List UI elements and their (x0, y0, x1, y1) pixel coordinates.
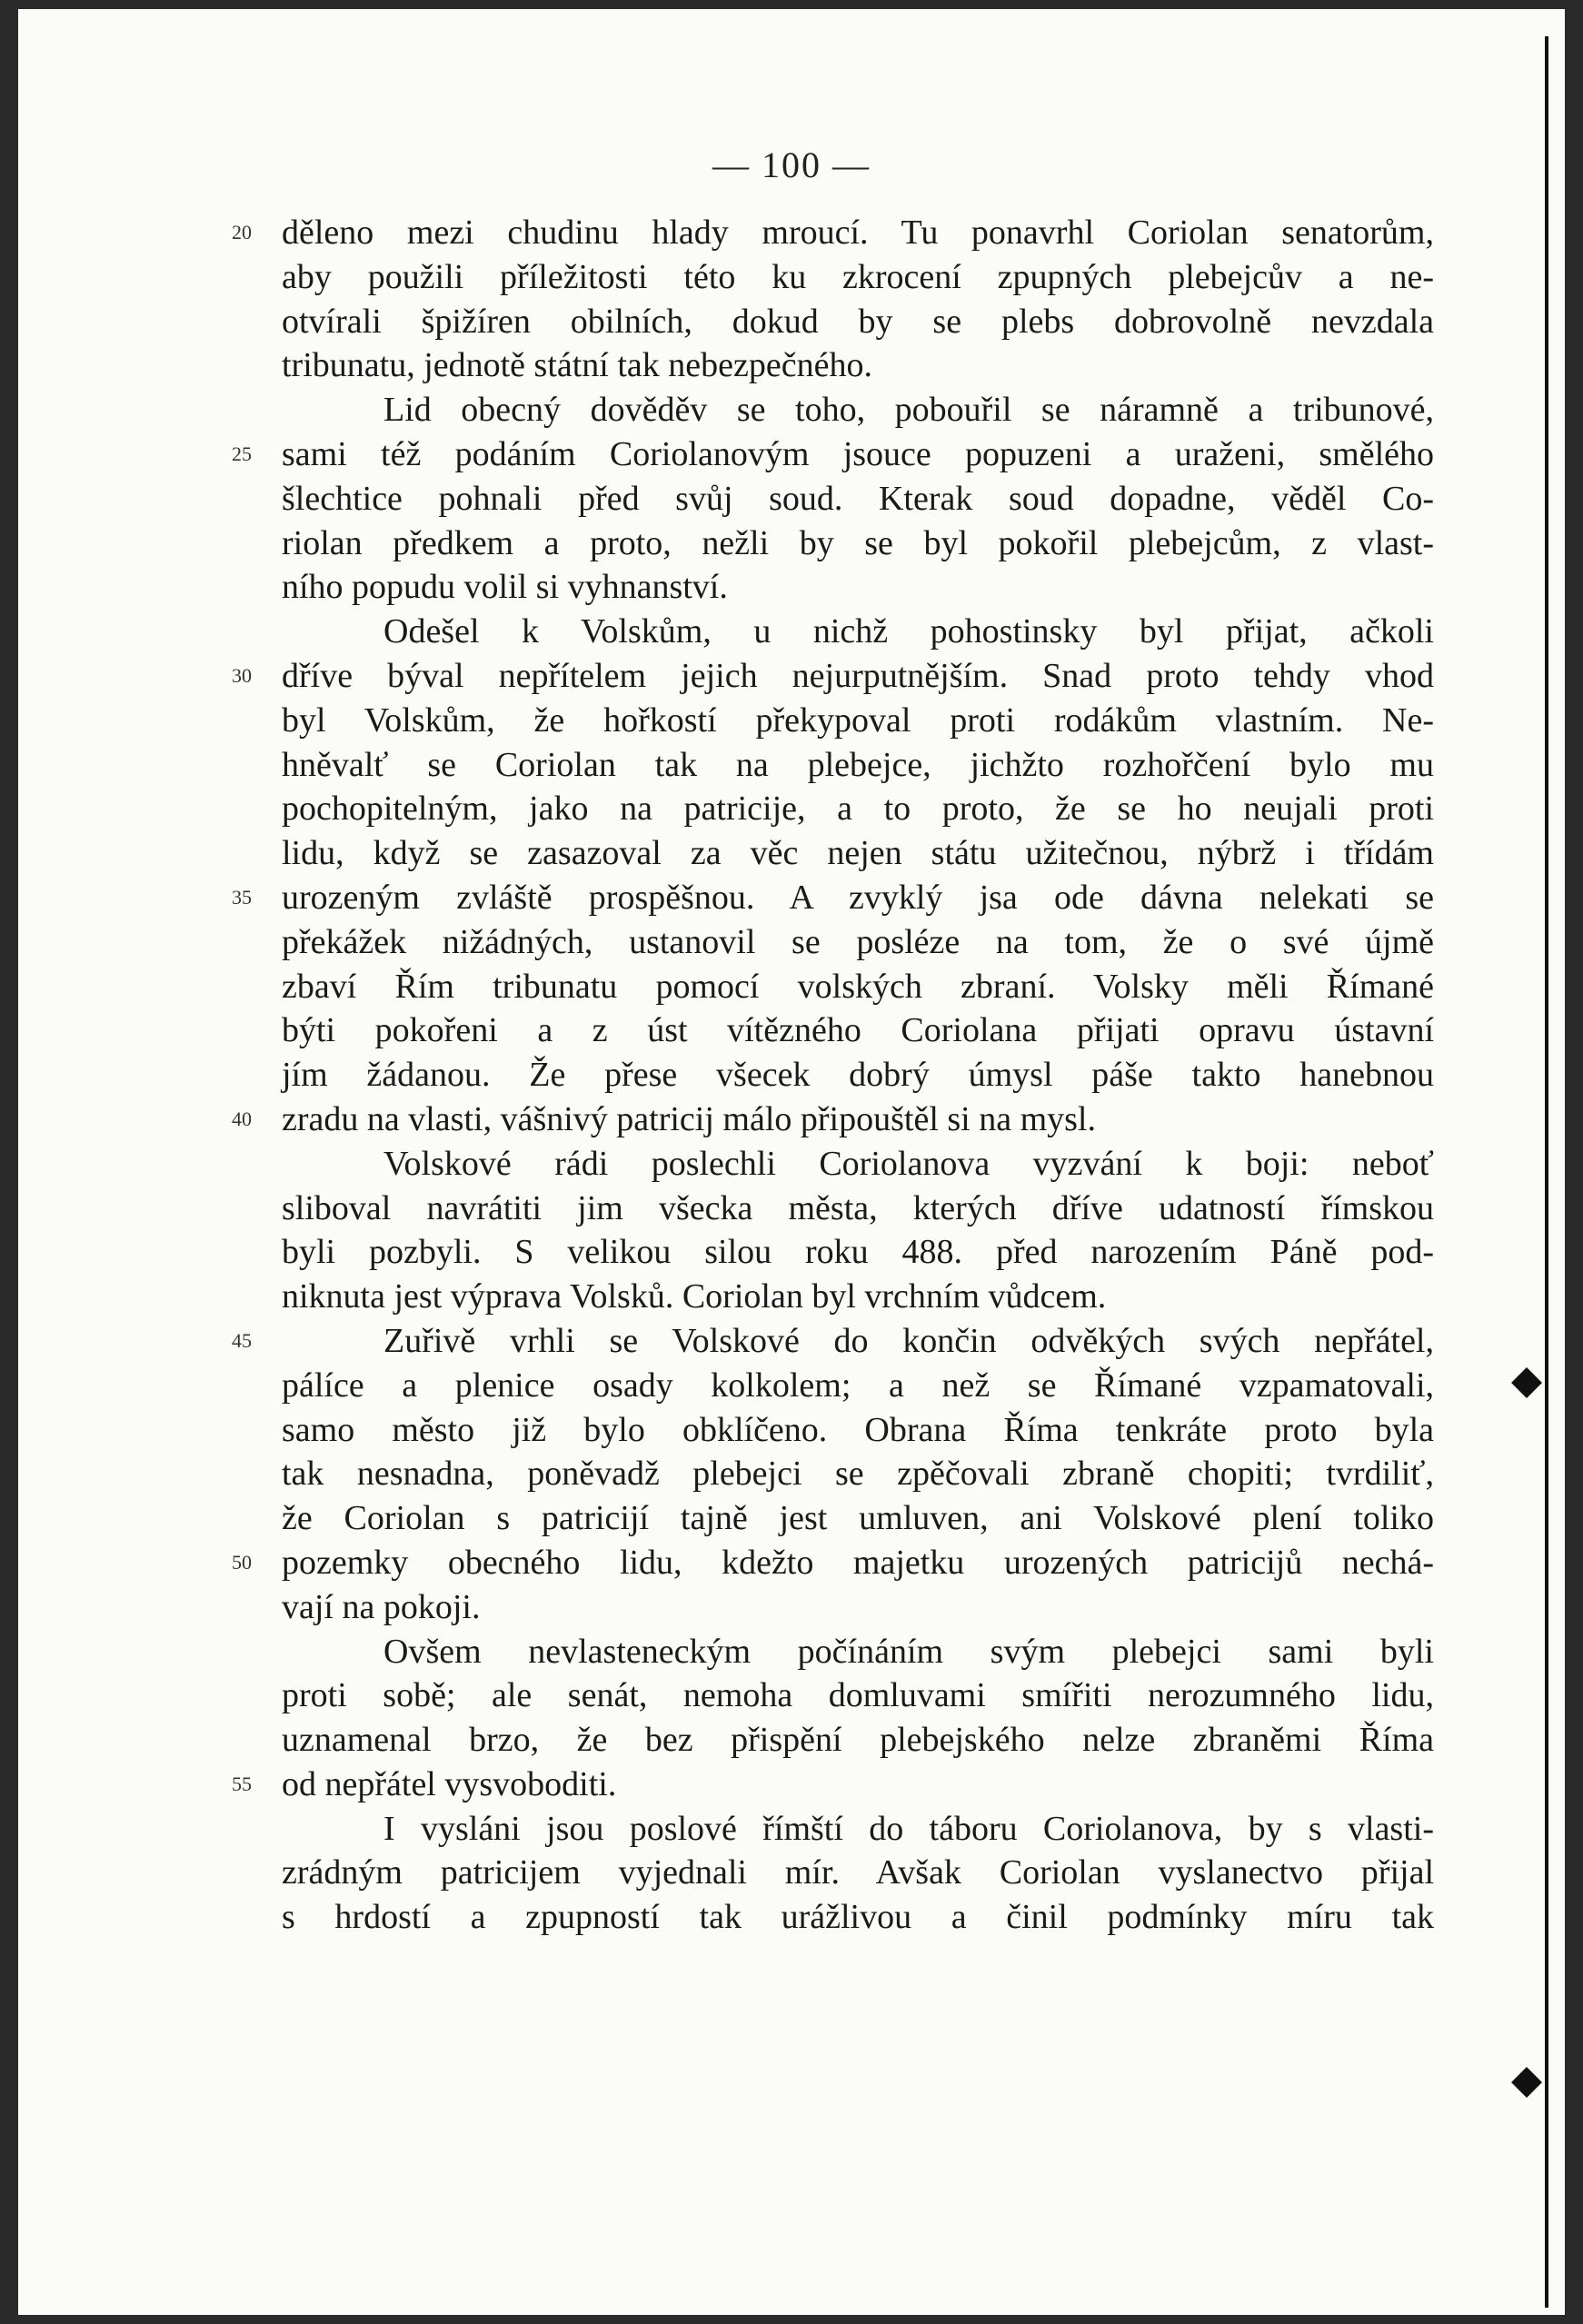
line-text: uznamenal brzo, že bez přispění plebejského nelze zbraněmi Říma (282, 1721, 1434, 1760)
text-line (282, 743, 1434, 788)
line-text: tribunatu, jednotě státní tak nebezpečného. (282, 346, 872, 385)
page-number: — 100 — (712, 144, 871, 185)
line-number: 35 (232, 885, 252, 909)
text-line (282, 343, 1434, 388)
line-text: lidu, když se zasazoval za věc nejen státu užitečnou, nýbrž i třídám (282, 834, 1434, 873)
line-number: 55 (232, 1772, 252, 1795)
text-line (232, 1097, 1434, 1142)
line-text: riolan předkem a proto, nežli by se byl pokořil plebejcům, z vlast- (282, 523, 1434, 562)
text-line (282, 1452, 1434, 1496)
text-line (282, 521, 1434, 566)
line-text: Odešel k Volskům, u nichž pohostinsky byl přijat, ačkoli (383, 612, 1434, 651)
line-text: Volskové rádi poslechli Coriolanova vyzvání k boji: neboť (383, 1144, 1434, 1183)
line-text: Zuřivě vrhli se Volskové do končin odvěkých svých nepřátel, (383, 1321, 1434, 1360)
line-text: ního popudu volil si vyhnanství. (282, 568, 728, 607)
line-text: Ovšem nevlasteneckým počínáním svým plebejci sami byli (383, 1632, 1434, 1671)
text-line (232, 211, 1434, 255)
line-text: pálíce a plenice osady kolkolem; a než se Římané vzpamatovali, (282, 1366, 1434, 1405)
line-text: jím žádanou. Že přese všecek dobrý úmysl páše takto hanebnou (282, 1056, 1434, 1095)
text-line (282, 1053, 1434, 1097)
text-line (232, 876, 1434, 920)
text-line (282, 699, 1434, 743)
text-line (232, 1319, 1434, 1364)
text-line (282, 1807, 1434, 1852)
line-text: aby použili příležitosti této ku zkrocení zpupných plebejcův a ne- (282, 257, 1434, 296)
line-text: sliboval navrátiti jim všecka města, kterých dříve udatností římskou (282, 1188, 1434, 1227)
line-text: býti pokořeni a z úst vítězného Coriolana přijati opravu ústavní (282, 1011, 1434, 1050)
text-line (282, 1142, 1434, 1187)
text-line (282, 1630, 1434, 1674)
text-line (232, 654, 1434, 699)
line-text: s hrdostí a zpupností tak urážlivou a činil podmínky míru tak (282, 1898, 1434, 1937)
text-line (282, 920, 1434, 965)
line-text: že Coriolan s patricijí tajně jest umluven, ani Volskové plení toliko (282, 1499, 1434, 1538)
line-text: samo město již bylo obklíčeno. Obrana Říma tenkráte proto byla (282, 1410, 1434, 1449)
line-number: 30 (232, 663, 252, 687)
text-line (282, 1230, 1434, 1275)
line-text: tak nesnadna, poněvadž plebejci se zpěčovali zbraně chopiti; tvrdiliť, (282, 1455, 1434, 1494)
line-number: 45 (232, 1328, 252, 1352)
line-text: byl Volskům, že hořkostí překypoval proti rodákům vlastním. Ne- (282, 700, 1434, 740)
text-line (232, 1541, 1434, 1585)
text-line (282, 965, 1434, 1009)
text-line (282, 831, 1434, 876)
line-text: zbaví Řím tribunatu pomocí volských zbraní. Volsky měli Římané (282, 967, 1434, 1006)
text-line (282, 388, 1434, 432)
line-text: niknuta jest výprava Volsků. Coriolan byl vrchním vůdcem. (282, 1277, 1107, 1316)
text-line (232, 1763, 1434, 1807)
line-text: pozemky obecného lidu, kdežto majetku urozených patricijů nechá- (282, 1543, 1434, 1582)
text-line (282, 1275, 1434, 1319)
text-line (282, 255, 1434, 300)
line-text: od nepřátel vysvoboditi. (282, 1764, 617, 1803)
line-text: pochopitelným, jako na patricije, a to proto, že se ho neujali proti (282, 790, 1434, 829)
text-line (282, 1496, 1434, 1541)
line-text: urozeným zvláště prospěšnou. A zvyklý jsa ode dávna nelekati se (282, 878, 1434, 917)
line-text: Lid obecný dověděv se toho, pobouřil se náramně a tribunové, (383, 391, 1434, 430)
text-line (282, 1364, 1434, 1408)
text-line (282, 1895, 1434, 1940)
text-line (282, 1585, 1434, 1630)
text-line (282, 1851, 1434, 1895)
line-number: 25 (232, 442, 252, 465)
line-text: dříve býval nepřítelem jejich nejurputnějším. Snad proto tehdy vhod (282, 656, 1434, 695)
line-text: proti sobě; ale senát, nemoha domluvami smířiti nerozumného lidu, (282, 1676, 1434, 1715)
text-line (282, 1673, 1434, 1718)
text-line (282, 610, 1434, 654)
text-line (282, 1187, 1434, 1231)
line-text: zrádným patricijem vyjednali mír. Avšak Coriolan vyslanectvo přijal (282, 1853, 1434, 1892)
page-edge-shadow (1545, 36, 1548, 2308)
text-line (282, 1718, 1434, 1763)
line-text: I vysláni jsou poslové římští do táboru Coriolanova, by s vlasti- (383, 1809, 1434, 1848)
line-number: 40 (232, 1107, 252, 1130)
line-text: hněvalť se Coriolan tak na plebejce, jichžto rozhořčení bylo mu (282, 745, 1434, 784)
text-line (282, 477, 1434, 521)
line-text: vají na pokoji. (282, 1587, 481, 1626)
line-text: šlechtice pohnali před svůj soud. Kterak soud dopadne, věděl Co- (282, 479, 1434, 518)
text-line (282, 1408, 1434, 1453)
text-line (282, 787, 1434, 831)
line-text: otvírali špižíren obilních, dokud by se plebs dobrovolně nevzdala (282, 302, 1434, 341)
line-text: byli pozbyli. S velikou silou roku 488. před narozením Páně pod- (282, 1233, 1434, 1272)
line-text: sami též podáním Coriolanovým jsouce popuzeni a uraženi, smělého (282, 434, 1434, 473)
line-number: 20 (232, 221, 252, 243)
line-text: zradu na vlasti, vášnivý patricij málo připouštěl si na mysl. (282, 1099, 1096, 1138)
binding-mark-top (1511, 1367, 1542, 1398)
line-text: děleno mezi chudinu hlady mroucí. Tu ponavrhl Coriolan senatorům, (282, 214, 1434, 252)
text-line (232, 432, 1434, 477)
book-page (18, 9, 1565, 2315)
text-line (282, 1008, 1434, 1053)
binding-mark-bottom (1511, 2067, 1542, 2098)
body-text (232, 211, 1434, 1940)
text-line (282, 300, 1434, 344)
line-number: 50 (232, 1550, 252, 1574)
text-line (282, 565, 1434, 610)
line-text: překážek nižádných, ustanovil se posléze na tom, že o své újmě (282, 922, 1434, 961)
